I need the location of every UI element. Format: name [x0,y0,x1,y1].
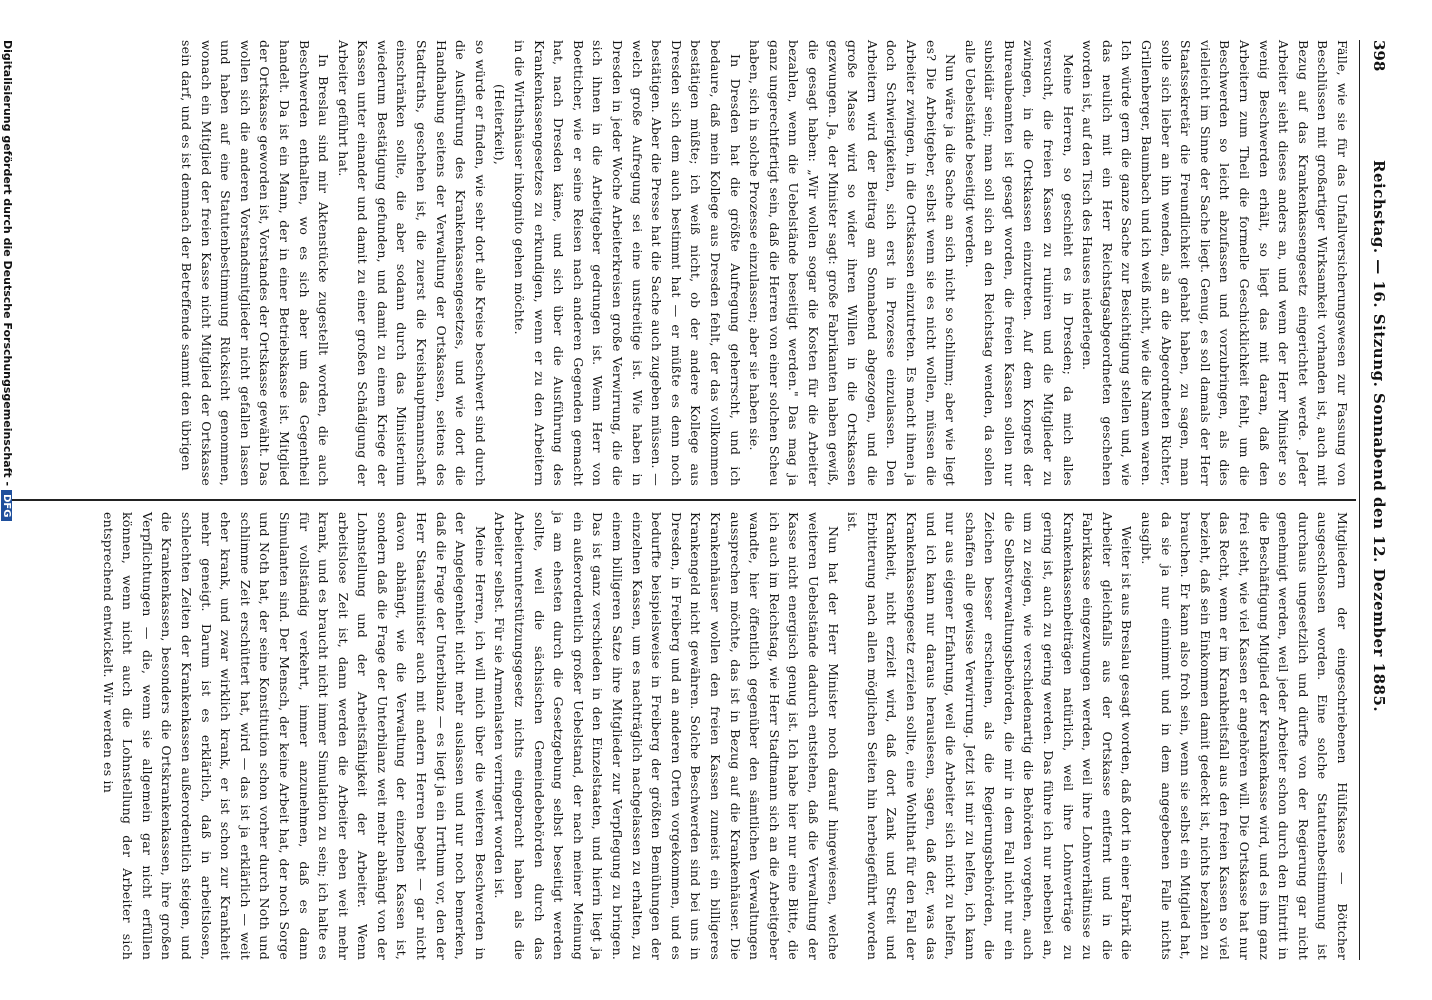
right-paragraph-3: Nun hat der Herr Minister noch darauf hingewiesen, welche weiteren Uebelstände dadurch entstehen, daß die Verwaltung der Kasse nicht energisch genug ist. Ich habe hier nur eine Bitte, die ich auch im Reichstag, wie Herr Stadtmann sich an die Arbeitgeber wandte, hier öffentlich gegenüber den sämtlichen Verwaltungen aussprechen möchte, das ist in Bezug auf die Krankenhäuser. Die Krankenhäuser wollen den freien Kassen zumeist ein billigeres Krankengeld nicht gewähren. Solche Beschwerden sind bei uns in Dresden, in Freiberg und an anderen Orten vorgekommen, und es bedurfte beispielsweise in Freiberg der größten Bemühungen der einzelnen Kassen, um es nachträglich nachgelassen zu erhalten, zu einem billigeren Satze ihre Mitglieder zur Verpflegung zu bringen. Das ist ganz verschieden in den Einzelstaaten, und hierin liegt ja ein außerordentlich großer Uebelstand, der nach meiner Meinung ja am ehesten durch die Gesetzgebung selbst beseitigt werden sollte, weil die sächsischen Gemeindebehörden durch das Arbeiterunterstützungsgesetz nichts eingebracht haben als die Arbeiter selbst. Für sie Armenlasten verringert worden ist. [492,512,841,960]
right-paragraph-2: Weiter ist aus Breslau gesagt worden, daß dort in einer Fabrik die Arbeiter gleichfalls aus der Ortskasse entfernt und in die Fabrikkasse eingezwungen werden, weil ihre Lohnverhältnisse zu Krankenkassenbeiträgen natürlich, weil ihre Lohnverträge zu gering ist, auch zu gering werden. Das führe ich nur nebenbei an, um zu zeigen, wie verschiedenartig die Behörden vorgehen, auch die Selbstverwaltungsbehörden, die mir in dem Fall nicht nur ein Zeichen besser erscheinen, als die Regierungsbehörden, die schaffen alle gewisse Verwirrung. Jetzt ist mir zu helfen, ich kann nur aus eigener Erfahrung, weil die Arbeiter sich nicht zu helfen, und ich kann nur daraus herauslesen, sagen, daß der, was das Krankenkassengesetz erzielen sollte, eine Wohlthat für den Fall der Krankheit, nicht erzielt wird, daß dort Zank und Streit und Erbitterung nach allen möglichen Seiten hin herbeigeführt worden ist. [845,512,1135,960]
digitization-credit [1,40,14,940]
running-head-title: Reichstag. — 16. Sitzung. Sonnabend den 12. Dezember 1885. [1370,160,1388,713]
left-column [176,40,1352,486]
left-paragraph-4: In Dresden hat die größte Aufregung geherrscht, und ich bedaure, daß mein Kollege aus Dresden fehlt, der das vollkommen bestätigen müßte; ich weiß nicht, ob der andere Kollege aus Dresden sich dem auch bestimmt hat — er müßte es denn noch bestätigen. Aber die Presse hat die Sache auch zugeben müssen. — welch große Aufregung sei eine unstreitige ist. Wie haben in Dresden in jeder Woche Arbeiterkreisen große Verwirrung, die die sich ihnen in die Arbeitgeber gedrungen ist. Wenn Herr von Boetticher, wie er seine Reisen nach anderen Gegenden gemacht hat, nach Dresden käme, und sich über die Ausführung des Krankenkassengesetzes zu erkundigen, wenn er zu den Arbeitern in die Wirthshäuser inkognito gehen möchte. [512,40,743,486]
dfg-logo: DFG [1,490,12,521]
left-paragraph-5: so würde er finden, wie sehr dort alle Kreise beschwert sind durch die Ausführung des Krankenkassengesetzes, und wie dort die Handhabung seitens der Verwaltung der Ortskassen, seitens des Stadtraths, geschehen ist, die zuerst die Kreishauptmannschaft einschränken sollte, die aber sodann durch das Ministerium wiederum Bestätigung gefunden, und damit zu einem Kriege der Kassen unter einander und damit zu einer großen Schädigung der Arbeiter geführt hat. [335,40,488,486]
right-paragraph-4: Meine Herren, ich will mich über die weiteren Beschwerden in der Angelegenheit nicht mehr auslassen und nur noch bemerken, daß die Frage der Unterbilanz — es liegt ja ein Irrthum vor, den der Herr Staatsminister auch mit andern Herren begeht — gar nicht davon abhängt, wie die Verwaltung der einzelnen Kassen ist, sondern daß die Frage der Unterbilanz weit mehr abhängt von der Lohnstellung und der Arbeitsfähigkeit der Arbeiter. Wenn arbeitslose Zeit ist, dann werden die Arbeiter eben weit mehr krank, und es braucht nicht immer Simulation zu sein; ich halte es für vollständig verkehrt, immer anzunehmen, daß es dann Simulanten sind. Der Mensch, der keine Arbeit hat, der noch Sorge und Noth hat, der seine Konstitution schon vorher durch Noth und schlimme Zeit erschüttert hat, wird — das ist ja erklärlich — weit eher krank, und zwar wirklich krank, er ist schon zur Krankheit mehr geneigt. Darum ist es erklärlich, daß in arbeitslosen, schlechten Zeiten der Krankenkassen außerordentlich steigen, und die Krankenkassen, besonders die Ortskrankenkassen, ihre großen Verpflichtungen — die, wenn sie allgemein gar nicht erfüllen können, wenn nicht auch die Lohnstellung der Arbeiter sich entsprechend entwickelt. Wir werden es in [100,512,488,960]
header-rule [1359,40,1360,960]
interjection-heiterkeit: (Heiterkeit), [492,84,508,166]
right-column [98,512,1352,960]
left-paragraph-3: Nun wäre ja die Sache an sich nicht so schlimm; aber wie liegt es? Die Arbeitgeber, selbst wenn sie es nicht wollen, müssen die Arbeiter zwingen, in die Ortskassen einzutreten. Es macht ihnen ja doch Schwierigkeiten, sich erst in Prozesse einzulassen. Den Arbeitern wird der Beitrag am Sonnabend abgezogen, und die große Masse wird so wider ihren Willen in die Ortskassen gezwungen. Ja, der Minister sagt: große Fabrikanten haben gewiß, die gesagt haben: „Wir wollen sogar die Kosten für die Arbeiter bezahlen, wenn die Uebelstände beseitigt werden." Das mag ja ganz ungerechtfertigt sein, daß die Herren von einer solchen Scheu haben, sich in solche Prozesse einzulassen; aber sie haben sie. [747,40,959,486]
column-divider [10,499,1356,501]
left-paragraph-6: In Breslau sind mir Aktenstücke zugestellt worden, die auch Beschwerden enthalten, wo es sich aber um das Gegentheil handelt. Da ist ein Mann, der in einer Betriebskasse ist. Mitglied der Ortskasse geworden ist, Vorstandes der Ortskasse gewählt. Das wollen sich die anderen Vorstandsmitglieder nicht gefallen lassen und haben auf eine Statutenbestimmung Rücksicht genommen, wonach ein Mitglied der freien Kasse nicht Mitglied der Ortskasse sein darf, und es ist demnach der Betreffende sammt den übrigen [178,40,332,486]
left-paragraph-1: Fälle, wie sie für das Unfallversicherungswesen zur Fassung von Beschlüssen mit großartiger Wirksamkeit vorhanden ist, auch mit Bezug auf das Krankenkassengesetz eingerichtet werde. Jeder Arbeiter sieht dieses anders an, und wenn der Herr Minister so wenig Beschwerden erhält, so liegt das mit daran, daß den Arbeitern zum Theil die formelle Geschicklichkeit fehlt, um die Beschwerden so leicht abzufassen und vorzubringen, als dies vielleicht im Sinne der Sache liegt. Genug, es soll damals der Herr Staatssekretär die Freundlichkeit gehabt haben, zu sagen, man solle sich lieber an ihn wenden, als an die Abgeordneten Richter, Grillenberger, Baumbach und ich weiß nicht, wie die Namen waren. Ich würde gern die ganze Sache zur Besichtigung stellen und, wie das neulich mit ein Herr Reichstagsabgeordneten geschehen worden ist, auf den Tisch des Hauses niederlegen. [1080,40,1350,486]
right-paragraph-1: Mitgliedern der eingeschriebenen Hülfskasse — Böttcher ausgeschlossen worden. Eine solche Statutenbestimmung ist durchaus ungesetzlich und dürfte von der Regierung gar nicht genehmigt werden, weil jeder Arbeiter schon durch den Eintritt in die Beschäftigung Mitglied der Krankenkasse wird, und es ihm ganz frei steht, wie viel Kassen er angehören will. Die Ortskasse hat nur das Recht, wenn er im Krankheitsfall aus den freien Kassen so viel bezieht, daß sein Einkommen damit gedeckt ist, nichts bezahlen zu brauchen. Er kann also froh sein, wenn sie selbst ein Mitglied hat, da sie ja nur einnimmt und in dem angegebenen Falle nichts ausgibt. [1139,512,1350,960]
digitization-text: Digitalisierung gefördert durch die Deutsche Forschungsgemeinschaft - [1,40,14,487]
page-number: 398 [1370,40,1388,72]
running-head [1364,40,1398,960]
left-paragraph-2: Meine Herren, so geschieht es in Dresden; da mich alles versucht, die freien Kassen zu ruiniren und die Mitglieder zu zwingen, in die Ortskassen einzutreten. Auf dem Kongreß der Bureaubeamten ist gesagt worden, die freien Kassen sollen nur subsidiär sein; man soll sich an den Reichstag wenden, da sollen alle Uebelstände beseitigt werden. [962,40,1076,486]
